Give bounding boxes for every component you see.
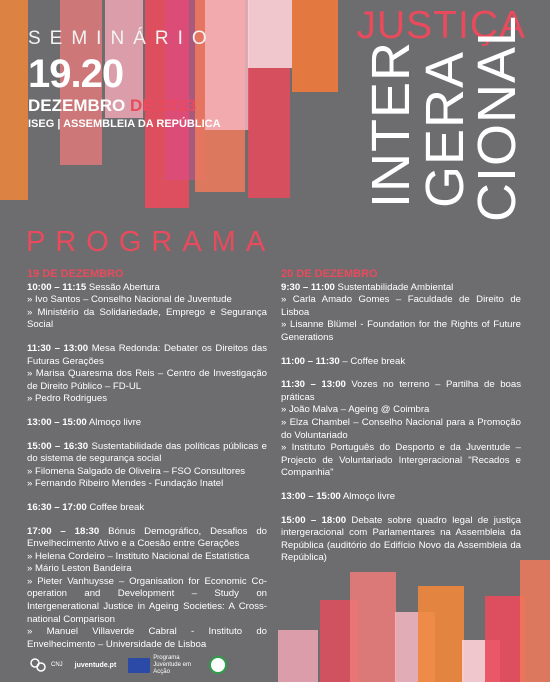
session (27, 417, 267, 430)
session-time: 15:00 – 18:00 (281, 514, 347, 526)
programa-juventude-text: Programa Juventude em Acção (153, 654, 191, 675)
deco-bar (350, 572, 396, 682)
session-time: 15:00 – 16:30 (27, 440, 89, 452)
session (281, 356, 521, 369)
partner-logo[interactable] (209, 656, 227, 674)
session-title: Mesa Redonda: Debater os Direitos das Futuras Gerações (27, 342, 268, 367)
session-time: 9:30 – 11:00 (281, 281, 335, 293)
session-title: Almoço livre (86, 416, 142, 428)
speaker: » Lisanne Blümel - Foundation for the Rights of Future Generations (281, 319, 521, 343)
session-time: 11:00 – 11:30 (281, 355, 340, 367)
event-month (28, 96, 221, 116)
seminario-label: SEMINÁRIO (28, 28, 216, 49)
session-time: 16:30 – 17:00 (27, 501, 87, 513)
eu-flag-icon (128, 658, 150, 673)
session-title: Sustentabilidade das políticas públicas e do sistema de segurança social (27, 440, 267, 465)
session-time: 17:00 – 18:30 (27, 525, 100, 537)
deco-bar (292, 0, 338, 92)
session-time: 13:00 – 15:00 (27, 416, 87, 428)
juventude-logo[interactable] (75, 662, 117, 669)
session-title: Vozes no terreno – Partilha de boas práticas (281, 379, 522, 403)
session (281, 282, 521, 345)
deco-bar (248, 68, 290, 198)
session-title: – Coffee break (339, 355, 406, 367)
deco-bar (0, 0, 28, 200)
speaker: » Pedro Rodrigues (27, 393, 107, 405)
cnj-logo-text: CNJ (51, 662, 63, 668)
speaker: » Elza Chambel – Conselho Nacional para a Promoção do Voluntariado (281, 416, 521, 441)
deco-bar (248, 0, 292, 68)
title-cional: CIONAL (467, 14, 527, 222)
speaker: » Helena Cordeiro – Instituto Nacional de Estatística (27, 550, 250, 562)
event-header (28, 28, 221, 130)
speaker: » Carla Amado Gomes – Faculdade de Direito de Lisboa (281, 294, 521, 318)
speaker: » Filomena Salgado de Oliveira – FSO Consultores (27, 465, 246, 477)
speaker: » Ivo Santos – Conselho Nacional de Juventude (27, 294, 232, 306)
programa-heading: PROGRAMA (26, 226, 276, 258)
event-venue: ISEG | ASSEMBLEIA DA REPÚBLICA (28, 118, 221, 130)
title-justica: JUSTIÇA (356, 4, 526, 47)
title-gera: GERA (415, 50, 475, 208)
deco-bar (418, 586, 464, 682)
session-time: 10:00 – 11:15 (27, 281, 87, 293)
day-heading: 19 DE DEZEMBRO (27, 268, 124, 280)
event-days: 19.20 (28, 52, 124, 96)
session-title: Debate sobre quadro legal de justiça intergeracional com Parlamentares na Assembleia da República (auditório do Edifício Novo da Assembleia da República) (281, 514, 521, 564)
sponsor-logos (28, 652, 227, 678)
programa-juventude-logo[interactable] (128, 655, 197, 676)
session-time: 11:30 – 13:00 (281, 379, 346, 391)
juventude-logo-text: juventude.pt (74, 661, 117, 669)
day-heading: 20 DE DEZEMBRO (281, 268, 378, 280)
day-column-20 (281, 268, 521, 576)
session-title: Almoço livre (340, 490, 396, 502)
speaker: » Fernando Ribeiro Mendes - Fundação Inatel (27, 478, 224, 490)
session (27, 343, 267, 406)
cnj-logo[interactable] (28, 655, 63, 675)
session (27, 282, 267, 332)
day-column-19 (27, 268, 267, 662)
session (27, 441, 267, 491)
partner-icon (209, 656, 227, 674)
session (281, 491, 521, 504)
session-title: Sustentabilidade Ambiental (334, 281, 454, 293)
event-year: DE 2013 (130, 96, 197, 115)
title-inter: INTER (361, 41, 421, 208)
deco-bar (278, 630, 318, 682)
speaker: » Marisa Quaresma dos Reis – Centro de Investigação de Direito Público – FD-UL (27, 368, 267, 392)
speaker: » João Malva – Ageing @ Coimbra (281, 404, 430, 416)
session-title: Bónus Demográfico, Desafios do Envelhecimento Ativo e a Coesão entre Gerações (27, 525, 267, 550)
event-month-name: DEZEMBRO (28, 96, 126, 115)
session (27, 526, 267, 652)
deco-bar (485, 596, 525, 682)
deco-bar (520, 560, 550, 682)
speaker: » Pieter Vanhuysse – Organisation for Economic Co-operation and Development – Study on Intergenerational Justice in Ageing Societies: A Cross-national Comparison (27, 575, 267, 625)
cnj-icon (28, 655, 48, 675)
speaker: » Ministério da Solidariedade, Emprego e Segurança Social (27, 306, 267, 331)
session (27, 502, 267, 515)
session-time: 13:00 – 15:00 (281, 490, 341, 502)
session-title: Coffee break (86, 501, 145, 513)
session-time: 11:30 – 13:00 (27, 342, 89, 354)
speaker: » Mário Leston Bandeira (27, 563, 132, 575)
session (281, 379, 521, 480)
speaker: » Manuel Villaverde Cabral - Instituto do Envelhecimento – Universidade de Lisboa (27, 626, 267, 650)
session (281, 515, 521, 565)
speaker: » Instituto Português do Desporto e da Juventude – Projecto de Voluntariado Intergeracional "Recados e Companhia" (281, 442, 521, 479)
session-title: Sessão Abertura (86, 281, 160, 293)
